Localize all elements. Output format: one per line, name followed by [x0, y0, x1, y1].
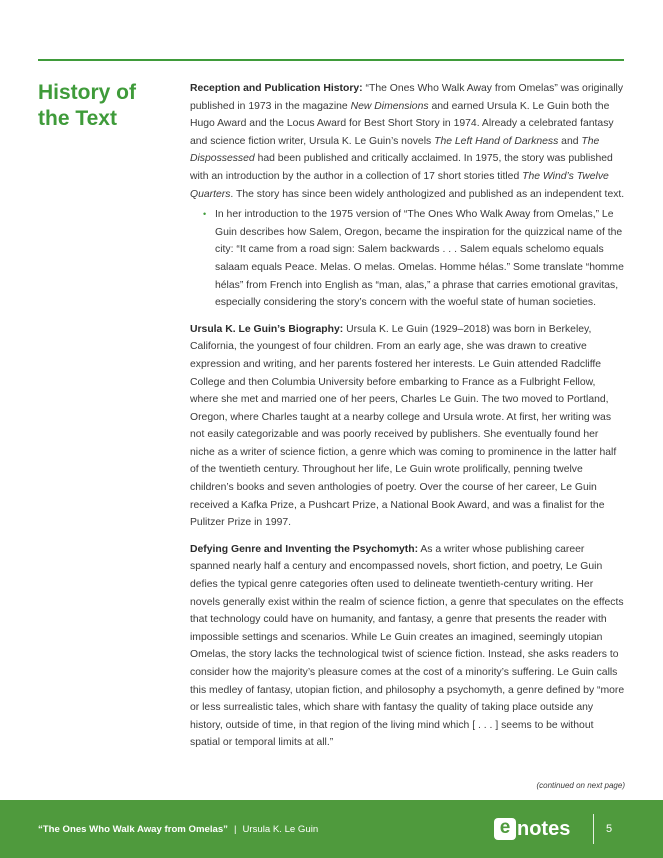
- footer-divider: [593, 814, 594, 844]
- biography-text: Ursula K. Le Guin (1929–2018) was born in Berkeley, California, the youngest of four children. From an early age, she was drawn to creative expression and writing, and her parents fostered her interests. Le Guin attended Radcliffe College and then Columbia University before embarking to France as a Fulbright Fellow, where she met and married one of her peers, Charles Le Guin. The two moved to Portland, Oregon, where Charles taught at a nearby college and Ursula wrote. At first, her writing was not easily categorizable and was poorly received by publishers. She eventually found her niche as a writer of science fiction, a genre which was coming to prominence in the latter half of the twentieth century. Throughout her life, Le Guin wrote prolifically, penning twelve children’s books and seven anthologies of poetry. Over the course of her career, Le Guin received a Kafka Prize, a Pushcart Prize, a National Book Award, and was a finalist for the Pulitzer Prize in 1997.: [190, 323, 617, 529]
- footer-bar: [0, 800, 663, 858]
- reception-italic-4: The Wind’s Twelve Quarters: [190, 170, 609, 200]
- list-item: [190, 206, 626, 312]
- page-number: 5: [606, 823, 613, 835]
- reception-text-5: . The story has since been widely anthologized and published as an independent text.: [230, 188, 625, 200]
- reception-italic-1: New Dimensions: [350, 100, 429, 112]
- footer-citation: [38, 824, 318, 835]
- genre-text: As a writer whose publishing career spanned nearly half a century and encompassed novels, short fiction, and poetry, Le Guin defies the typical genre categories often used to delineate twentieth-century writing. Her novels generally exist within the realm of science fiction, a genre that speculates on the effects that technology could have on humanity, and fantasy, a genre that presents the reader with impossible settings and scenarios. While Le Guin creates an imagined, seemingly utopian Omelas, the story lacks the technological twist of science fiction. Instead, she asks readers to consider how the majority’s pleasure comes at the cost of a minority’s suffering. Le Guin calls this medley of fantasy, utopian fiction, and philosophy a psychomyth, a genre defined by “more or less surrealistic tales, which share with fantasy the quality of taking place outside any history, outside of time, in that region of the living mind which [ . . . ] seems to be without spatial or temporal limits at all.”: [190, 543, 625, 749]
- reception-text-2: and earned Ursula K. Le Guin both the Hugo Award and the Locus Award for Best Short Story in 1974. Already a celebrated fantasy and science fiction writer, Ursula K. Le Guin’s novels: [190, 100, 614, 147]
- body-column: [190, 80, 626, 761]
- biography-heading: Ursula K. Le Guin’s Biography:: [190, 323, 344, 335]
- reception-heading: Reception and Publication History:: [190, 83, 363, 94]
- logo-wordmark: notes: [517, 817, 571, 840]
- reception-paragraph: [190, 80, 626, 203]
- reception-text-3: and: [558, 135, 582, 147]
- section-title: History of the Text: [38, 81, 137, 130]
- bullet-icon: •: [203, 209, 207, 220]
- reception-text-1: “The Ones Who Walk Away from Omelas” was originally published in 1973 in the magazine: [190, 83, 624, 112]
- footer-work-title: “The Ones Who Walk Away from Omelas”: [38, 824, 228, 835]
- logo-e-icon: e: [494, 818, 516, 840]
- footer-separator: |: [233, 824, 237, 835]
- top-rule: [38, 59, 624, 61]
- enotes-logo[interactable]: [494, 817, 570, 841]
- continued-note: (continued on next page): [536, 781, 625, 790]
- reception-italic-3: The Dispossessed: [190, 135, 600, 165]
- reception-text-4: had been published and critically acclaimed. In 1975, the story was published with an introduction by the author in a collection of 17 short stories titled: [190, 153, 613, 182]
- genre-heading: Defying Genre and Inventing the Psychomyth:: [190, 543, 419, 555]
- biography-paragraph: [190, 321, 626, 532]
- reception-italic-2: The Left Hand of Darkness: [434, 135, 559, 147]
- bullet-text: In her introduction to the 1975 version of “The Ones Who Walk Away from Omelas,” Le Guin describes how Salem, Oregon, became the inspiration for the quizzical name of the city: “It came from a road sign: Salem backwards . . . Salem equals schelomo equals salaam equals Peace. Melas. O melas. Omelas. Homme hélas.” Some translate “homme hélas” from French into English as “man, alas,” a phrase that carries emotional gravitas, especially considering the story’s concern with the woeful state of human societies.: [215, 209, 624, 309]
- reception-bullet-list: [190, 206, 626, 312]
- footer-author: Ursula K. Le Guin: [242, 824, 319, 835]
- genre-paragraph: [190, 541, 626, 752]
